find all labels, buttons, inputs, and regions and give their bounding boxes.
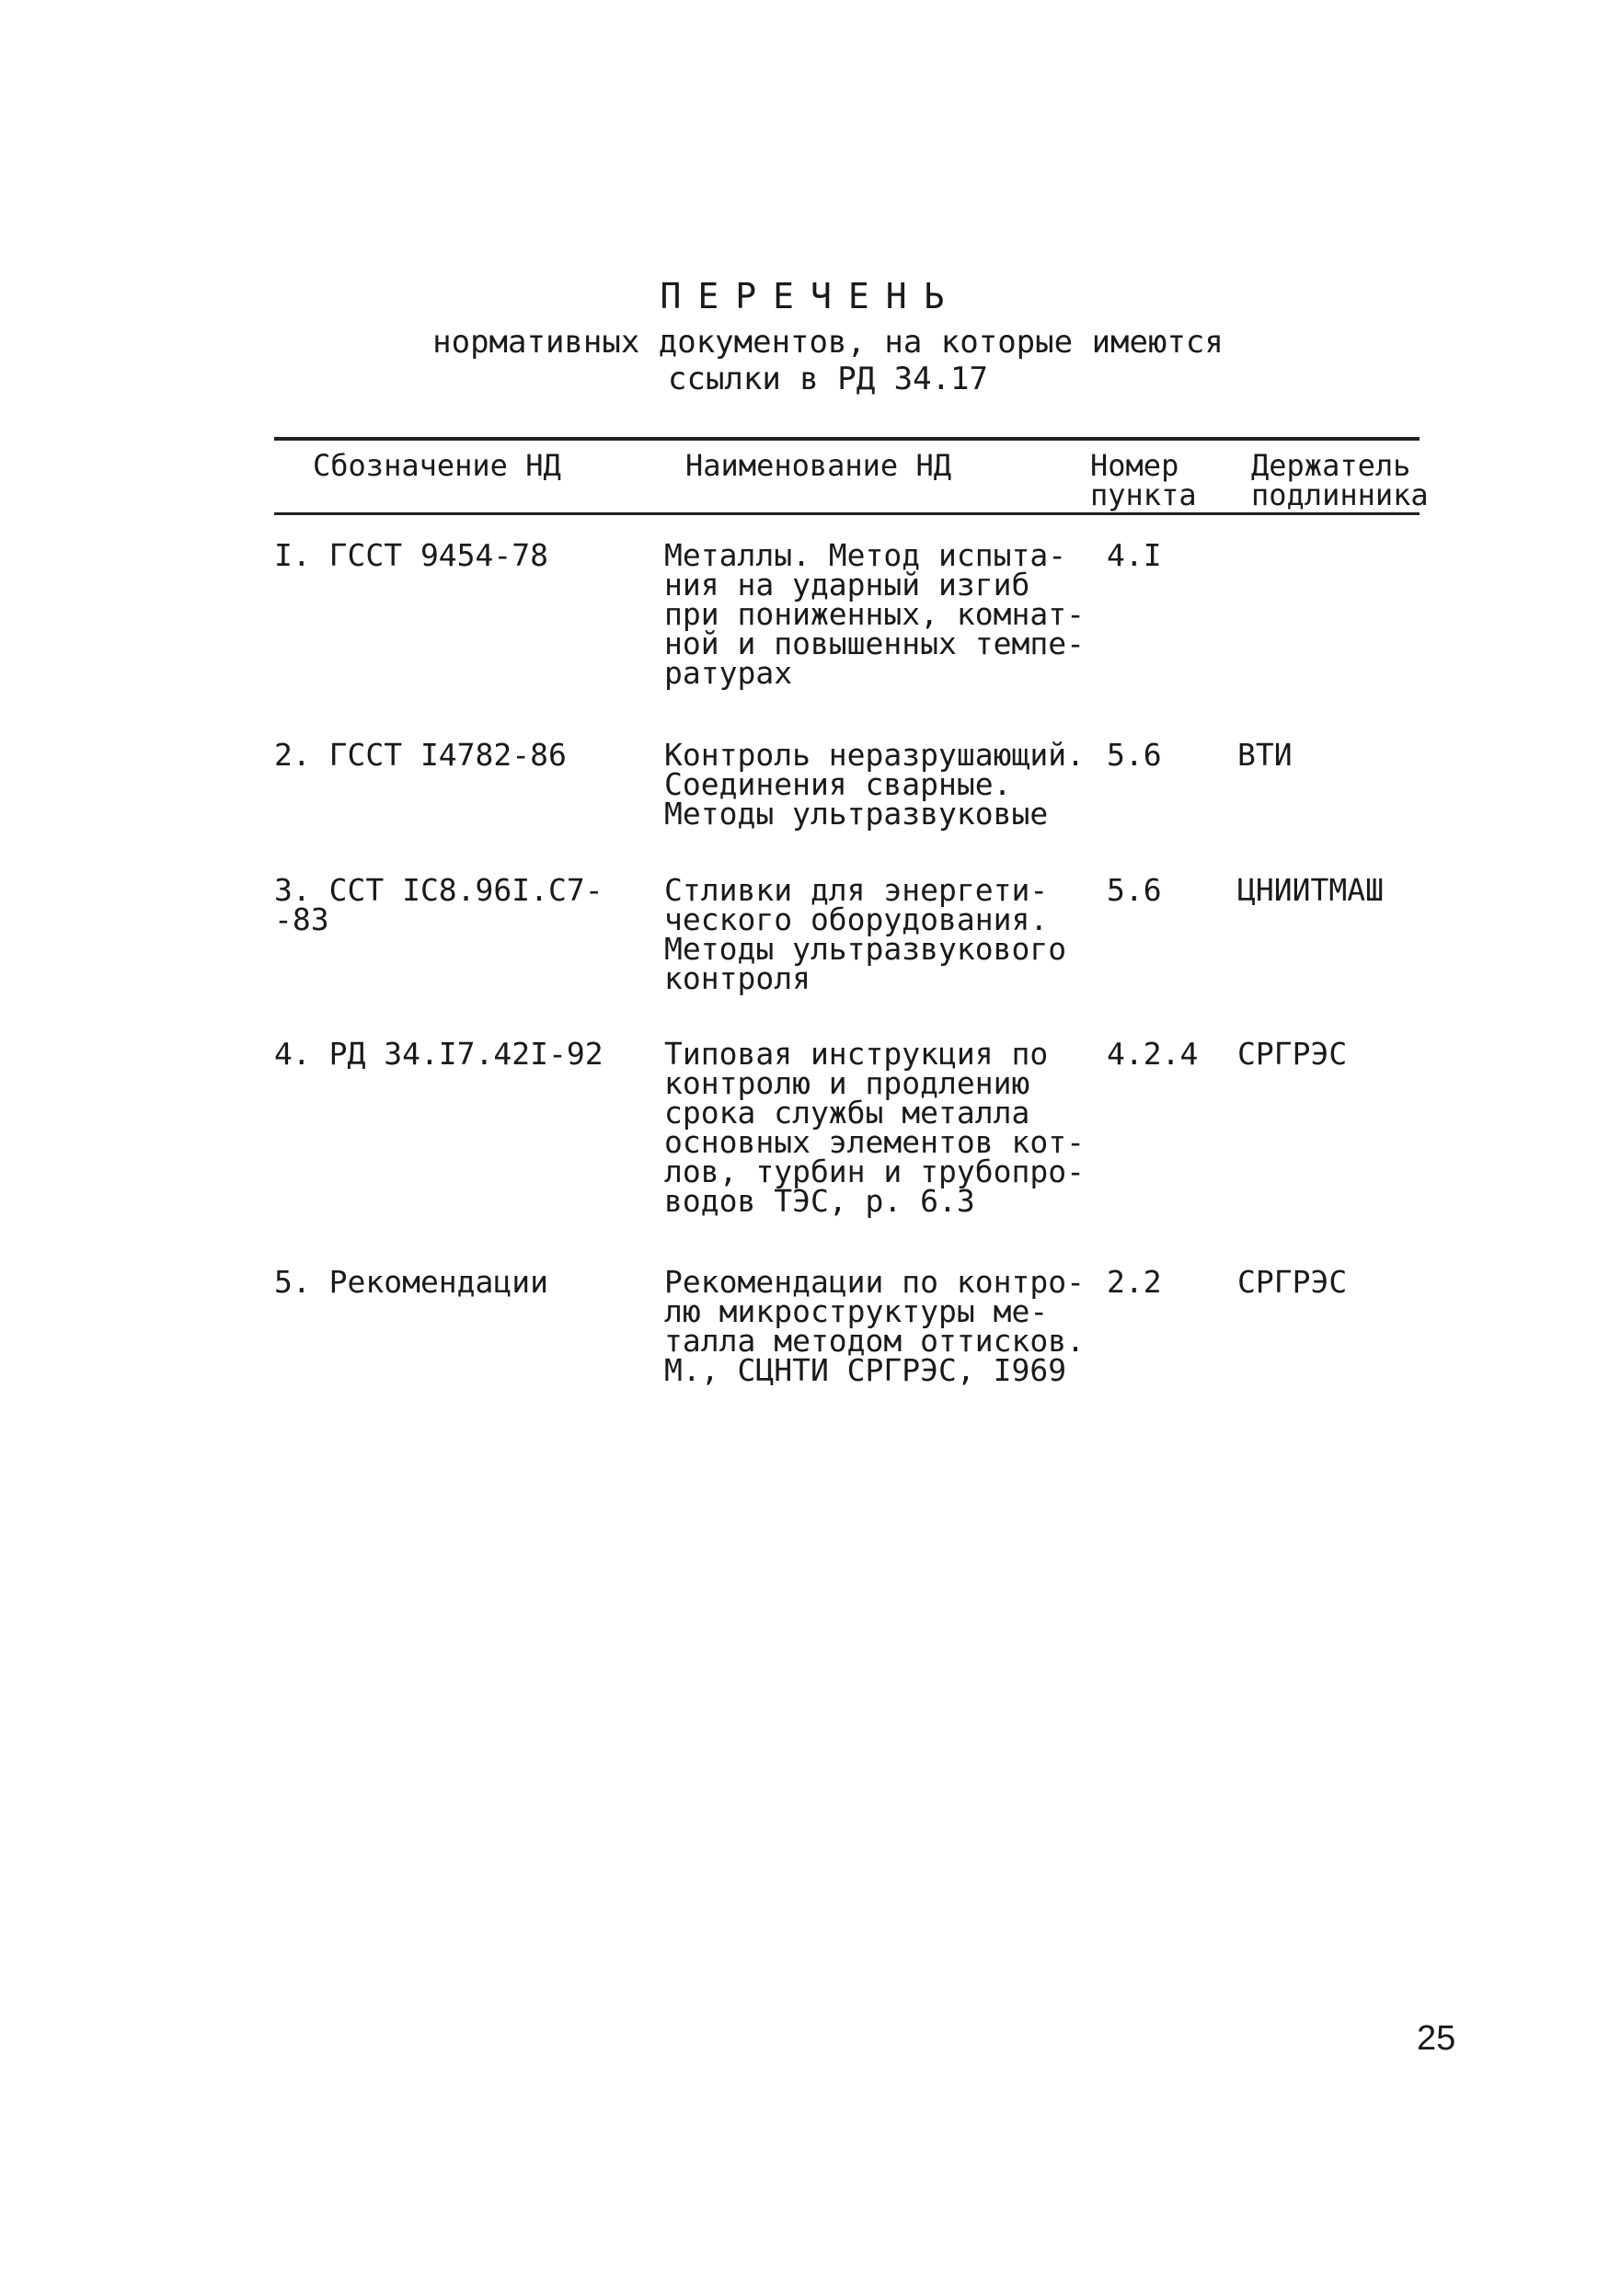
row-3-designation: 3. ССТ IC8.96I.C7- -83 [274,872,604,937]
row-3-holder: ЦНИИТМАШ [1237,872,1384,908]
row-4-designation: 4. РД 34.I7.42I-92 [274,1036,604,1072]
table-header-rule [274,512,1420,515]
row-5-holder: СРГРЭС [1237,1264,1348,1300]
row-2-name: Контроль неразрушающий. Соединения сварные. Методы ультразвуковые [664,737,1085,832]
row-1-point: 4.I [1107,537,1162,573]
row-5-designation: 5. Рекомендации [274,1264,549,1300]
document-title: ПЕРЕЧЕНЬ [660,276,961,316]
row-5-name: Рекомендации по контро- лю микроструктуры ме- талла методом оттисков. М., СЦНТИ СРГРЭС, I969 [664,1264,1085,1388]
row-4-point: 4.2.4 [1107,1036,1199,1072]
table-top-rule [274,437,1420,441]
row-4-name: Типовая инструкция по контролю и продлению срока службы металла основных элементов кот- лов, турбин и трубопро- водов ТЭС, р. 6.3 [664,1036,1085,1219]
document-subtitle [276,324,1380,397]
subtitle-line-1: нормативных документов, на которые имеются [432,324,1224,361]
row-2-holder: ВТИ [1237,737,1293,773]
row-1-name: Металлы. Метод испыта- ния на ударный изгиб при пониженных, комнат- ной и повышенных темпе- ратурах [664,537,1085,691]
page-number: 25 [1417,2019,1456,2058]
header-name: Наименование НД [685,448,951,483]
row-1-designation: I. ГССТ 9454-78 [274,537,549,573]
row-3-point: 5.6 [1107,872,1162,908]
row-3-name: Стливки для энергети- ческого оборудования. Методы ультразвукового контроля [664,872,1067,996]
subtitle-line-2: ссылки в РД 34.17 [668,361,988,397]
row-4-holder: СРГРЭС [1237,1036,1348,1072]
row-2-point: 5.6 [1107,737,1162,773]
header-designation: Сбозначение НД [313,448,561,483]
row-5-point: 2.2 [1107,1264,1162,1300]
row-2-designation: 2. ГССТ I4782-86 [274,737,567,773]
header-holder: Держатель подлинника [1251,448,1429,512]
header-point: Номер пункта [1090,448,1197,512]
